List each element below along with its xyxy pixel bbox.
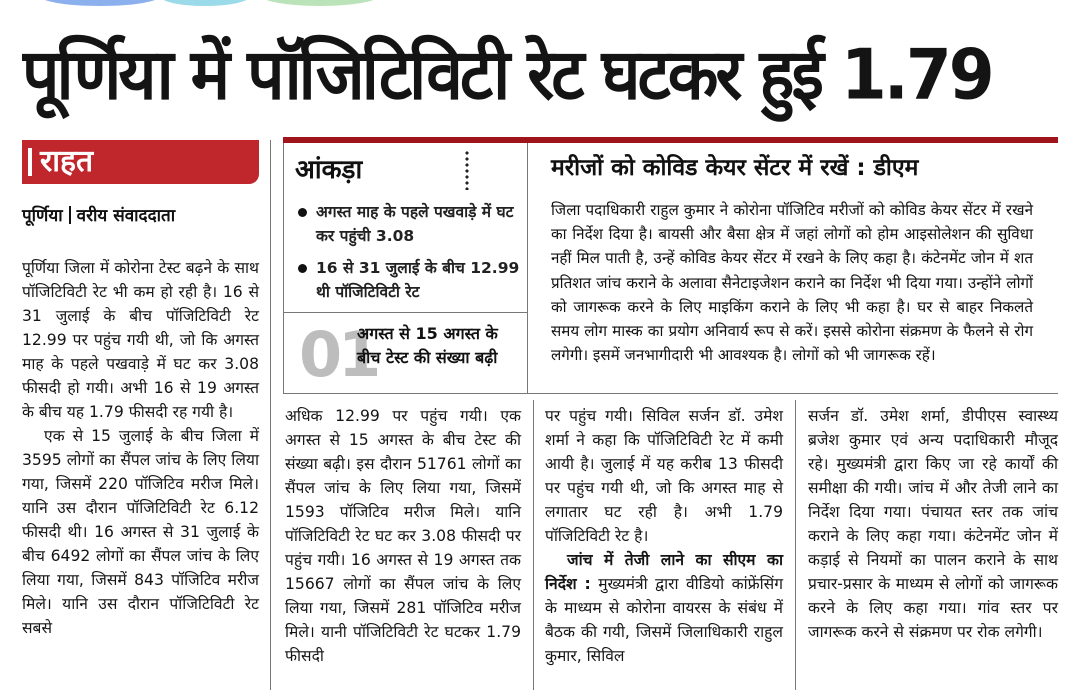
box-title: आंकड़ा bbox=[295, 155, 363, 185]
bullet-item: अगस्त माह के पहले पखवाड़े में घट कर पहुंची 3.08 bbox=[296, 200, 522, 248]
section-tag bbox=[22, 140, 259, 184]
box-bottom-rule bbox=[283, 393, 1058, 394]
fact-bullets bbox=[296, 200, 522, 312]
article-column-4 bbox=[808, 404, 1058, 644]
paragraph: पर पहुंच गयी। सिविल सर्जन डॉ. उमेश शर्मा ने कहा कि पॉजिटिविटी रेट में कमी आयी है। जुलाई में यह करीब 13 फीसदी पर पहुंच गयी थी, जो कि अगस्त माह से लगातार घट रही है। अभी 1.79 पॉजिटिविटी रेट है। bbox=[545, 407, 783, 545]
section-rule bbox=[283, 137, 1058, 143]
stat-number: 01 bbox=[299, 318, 378, 391]
column-divider bbox=[533, 400, 534, 690]
subhead: जांच में तेजी लाने का सीएम का निर्देश : bbox=[545, 551, 783, 593]
sidebar-title: मरीजों को कोविड केयर सेंटर में रखें : डीएम bbox=[551, 155, 919, 181]
page-headline: पूर्णिया में पॉजिटिविटी रेट घटकर हुई 1.79 bbox=[22, 33, 992, 116]
top-decoration bbox=[0, 0, 1080, 10]
byline bbox=[22, 203, 175, 226]
stat-callout bbox=[283, 312, 523, 392]
byline-place: पूर्णिया bbox=[22, 206, 63, 226]
tag-label: राहत bbox=[40, 144, 94, 179]
dotted-separator bbox=[465, 150, 469, 190]
tag-bar bbox=[28, 148, 32, 176]
column-divider bbox=[795, 400, 796, 690]
decor-blob bbox=[40, 0, 160, 6]
column-divider bbox=[270, 140, 271, 690]
stat-text: अगस्त से 15 अगस्त के बीच टेस्ट की संख्या बढ़ी bbox=[357, 324, 498, 367]
sidebar-body: जिला पदाधिकारी राहुल कुमार ने कोरोना पॉजिटिव मरीजों को कोविड केयर सेंटर में रखने का निर्देश दिया है। बायसी और बैसा क्षेत्र में जहां लोगों को होम आइसोलेशन की सुविधा नहीं मिल पाती है, उन्हें कोविड केयर सेंटर में रखने के लिए कहा है। कंटेनमेंट जोन में शत प्रतिशत जांच कराने के अलावा सैनेटाइजेशन कराने का निर्देश भी दिया गया। उन्होंने लोगों को जागरूक करने के लिए माइकिंग कराने के लिए भी कहा है। घर से बाहर निकलते समय लोग मास्क का प्रयोग अनिवार्य रूप से करें। इससे कोरोना संक्रमण के फैलने से रोग लगेगी। इसमें जनभागीदारी भी आवश्यक है। लोगों को भी जागरूक रहें। bbox=[551, 201, 1033, 365]
decor-blob bbox=[260, 0, 380, 6]
byline-reporter: वरीय संवाददाता bbox=[76, 206, 176, 226]
box-divider bbox=[527, 143, 528, 393]
paragraph: सर्जन डॉ. उमेश शर्मा, डीपीएस स्वास्थ्य ब्रजेश कुमार एवं अन्य पदाधिकारी मौजूद रहे। मुख्यमंत्री द्वारा किए जा रहे कार्यों की समीक्षा की गयी। जांच में और तेजी लाने का निर्देश दिया गया। पंचायत स्तर तक जांच कराने के लिए कहा गया। कंटेनमेंट जोन में कड़ाई से नियमों का पालन कराने के साथ प्रचार-प्रसार के माध्यम से लोगों को जागरूक करने के लिए कहा गया। गांव स्तर पर जागरूक करने से संक्रमण पर रोक लगेगी। bbox=[808, 407, 1058, 641]
article-column-3 bbox=[545, 404, 783, 668]
byline-separator bbox=[69, 206, 71, 224]
paragraph bbox=[545, 548, 783, 668]
paragraph: एक से 15 जुलाई के बीच जिला में 3595 लोगों का सैंपल जांच के लिए लिया गया, जिसमें 220 पॉजिटिव मरीज मिले। यानि उस दौरान पॉजिटिविटी रेट 6.12 फीसदी थी। 16 अगस्त से 31 जुलाई के बीच 6492 लोगों का सैंपल जांच के लिए लिया गया, जिसमें 843 पॉजिटिव मरीज मिले। यानि उस दौरान पॉजिटिविटी रेट सबसे bbox=[22, 427, 259, 637]
article-column-1 bbox=[22, 256, 259, 640]
decor-blob bbox=[160, 0, 250, 6]
paragraph: अधिक 12.99 पर पहुंच गयी। एक अगस्त से 15 अगस्त के बीच टेस्ट की संख्या बढ़ी। इस दौरान 51761 लोगों का सैंपल जांच के लिए लिया गया, जिसमें 1593 पॉजिटिव मरीज मिले। यानि पॉजिटिविटी रेट घट कर 3.08 फीसदी पर पहुंच गयी। 16 अगस्त से 19 अगस्त तक 15667 लोगों का सैंपल जांच के लिए लिया गया, जिसमें 281 पॉजिटिव मरीज मिले। यानी पॉजिटिविटी रेट घटकर 1.79 फीसदी bbox=[285, 407, 521, 665]
article-column-2 bbox=[285, 404, 521, 668]
paragraph: पूर्णिया जिला में कोरोना टेस्ट बढ़ने के साथ पॉजिटिविटी रेट भी कम हो रही है। 16 से 31 जुलाई के बीच पॉजिटिविटी रेट 12.99 पर पहुंच गयी थी, जो कि अगस्त माह के पहले पखवाड़े में घट कर 3.08 फीसदी हो गयी। अभी 16 से 19 अगस्त के बीच यह 1.79 फीसदी रह गयी है। bbox=[22, 259, 259, 421]
paragraph-text: मुख्यमंत्री द्वारा वीडियो कांफ्रेंसिंग के माध्यम से कोरोना वायरस के संबंध में बैठक की गयी, जिसमें जिलाधिकारी राहुल कुमार, सिविल bbox=[545, 575, 783, 665]
bullet-item: 16 से 31 जुलाई के बीच 12.99 थी पॉजिटिविटी रेट bbox=[296, 256, 522, 304]
